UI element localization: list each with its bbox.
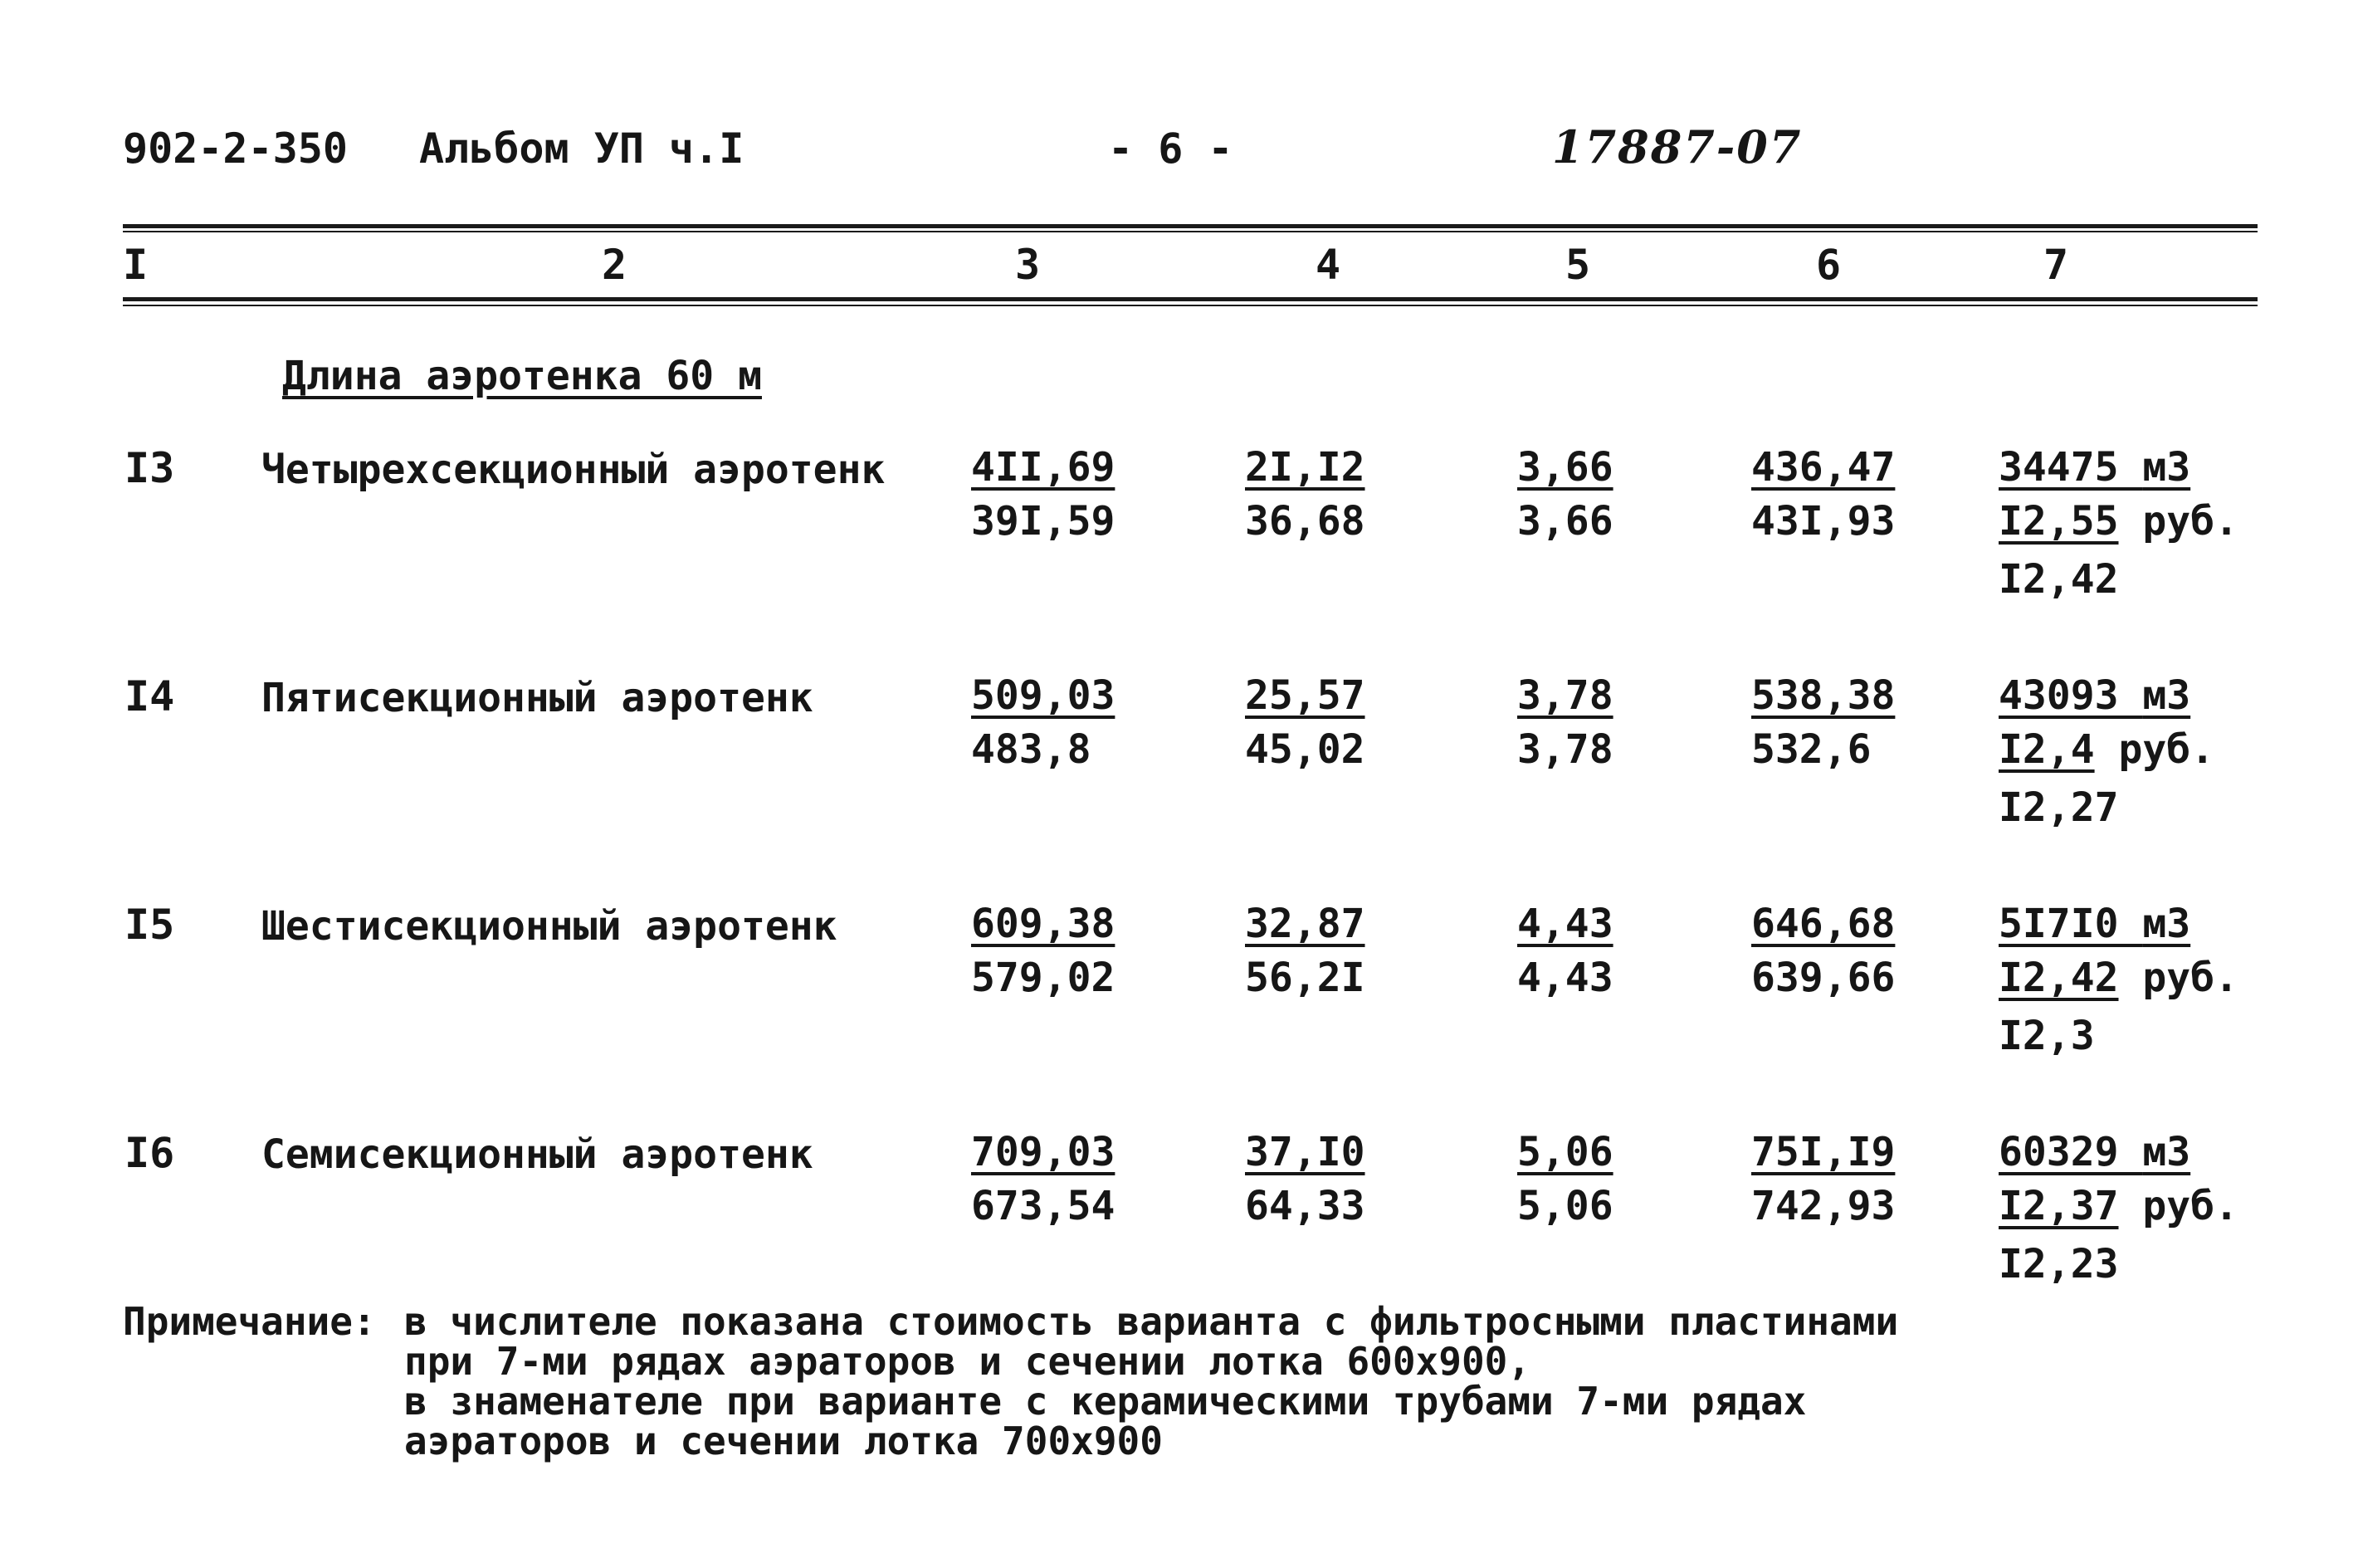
column-header-3: 3 (1015, 241, 1041, 289)
table-header-rule (123, 297, 2258, 301)
col6-bottom: 639,66 (1751, 955, 1896, 1001)
col4-top: 25,57 (1245, 672, 1365, 719)
col7-cost: I2,37 руб. (1999, 1183, 2238, 1229)
column-header-2: 2 (602, 241, 627, 289)
col7-cost: I2,42 руб. (1999, 955, 2238, 1001)
col7-cost: I2,55 руб. (1999, 498, 2238, 545)
note-line: при 7-ми рядах аэраторов и сечении лотка 600х900, (404, 1339, 1531, 1384)
row-name: Пятисекционный аэротенк (261, 675, 813, 721)
col3-bottom: 673,54 (971, 1183, 1115, 1229)
col3-bottom: 39I,59 (971, 498, 1115, 545)
col3-top: 709,03 (971, 1129, 1115, 1175)
column-header-6: 6 (1816, 241, 1842, 289)
col5-top: 3,78 (1517, 672, 1613, 719)
column-header-7: 7 (2043, 241, 2069, 289)
col6-bottom: 532,6 (1751, 726, 1872, 773)
col7-alt-cost: I2,27 (1999, 784, 2119, 831)
col5-bottom: 5,06 (1517, 1183, 1613, 1229)
col5-top: 3,66 (1517, 444, 1613, 491)
col7-cost: I2,4 руб. (1999, 726, 2215, 773)
col4-top: 32,87 (1245, 901, 1365, 947)
col3-bottom: 579,02 (971, 955, 1115, 1001)
note-line: аэраторов и сечении лотка 700х900 (404, 1419, 1163, 1463)
col6-top: 538,38 (1751, 672, 1896, 719)
col3-top: 4II,69 (971, 444, 1115, 491)
col5-top: 5,06 (1517, 1129, 1613, 1175)
col5-bottom: 4,43 (1517, 955, 1613, 1001)
note-line: в знаменателе при варианте с керамическими трубами 7-ми рядах (404, 1379, 1807, 1424)
col7-volume: 34475 м3 (1999, 444, 2191, 491)
col5-bottom: 3,66 (1517, 498, 1613, 545)
col5-top: 4,43 (1517, 901, 1613, 947)
table-top-rule (123, 224, 2258, 228)
column-header-4: 4 (1316, 241, 1341, 289)
document-number: 17887-07 (1552, 120, 1803, 173)
col4-top: 37,I0 (1245, 1129, 1365, 1175)
note-line: в числителе показана стоимость варианта с фильтросными пластинами (404, 1299, 1899, 1344)
col4-bottom: 56,2I (1245, 955, 1365, 1001)
col6-top: 75I,I9 (1751, 1129, 1896, 1175)
col6-bottom: 43I,93 (1751, 498, 1896, 545)
page-number: - 6 - (1108, 125, 1233, 173)
row-number: I4 (124, 672, 175, 720)
col3-top: 509,03 (971, 672, 1115, 719)
column-header-1: I (123, 241, 149, 289)
table-top-rule-thin (123, 231, 2258, 232)
album-label: Альбом УП ч.I (419, 125, 744, 173)
col7-volume: 60329 м3 (1999, 1129, 2191, 1175)
col4-bottom: 64,33 (1245, 1183, 1365, 1229)
row-number: I6 (124, 1129, 175, 1177)
col5-bottom: 3,78 (1517, 726, 1613, 773)
col3-bottom: 483,8 (971, 726, 1091, 773)
row-name: Семисекционный аэротенк (261, 1131, 813, 1178)
col7-alt-cost: I2,23 (1999, 1241, 2119, 1287)
note-label: Примечание: (123, 1299, 376, 1344)
row-name: Шестисекционный аэротенк (261, 903, 837, 950)
section-title: Длина аэротенка 60 м (282, 353, 762, 399)
col7-volume: 5I7I0 м3 (1999, 901, 2191, 947)
row-number: I5 (124, 901, 175, 949)
table-header-rule-thin (123, 305, 2258, 306)
column-header-5: 5 (1565, 241, 1591, 289)
col6-top: 436,47 (1751, 444, 1896, 491)
col7-alt-cost: I2,3 (1999, 1013, 2095, 1059)
col7-volume: 43093 м3 (1999, 672, 2191, 719)
col4-bottom: 45,02 (1245, 726, 1365, 773)
row-number: I3 (124, 444, 175, 492)
col6-bottom: 742,93 (1751, 1183, 1896, 1229)
row-name: Четырехсекционный аэротенк (261, 447, 886, 493)
col7-alt-cost: I2,42 (1999, 556, 2119, 603)
col3-top: 609,38 (971, 901, 1115, 947)
col4-bottom: 36,68 (1245, 498, 1365, 545)
document-code: 902-2-350 (123, 125, 348, 173)
col4-top: 2I,I2 (1245, 444, 1365, 491)
col6-top: 646,68 (1751, 901, 1896, 947)
